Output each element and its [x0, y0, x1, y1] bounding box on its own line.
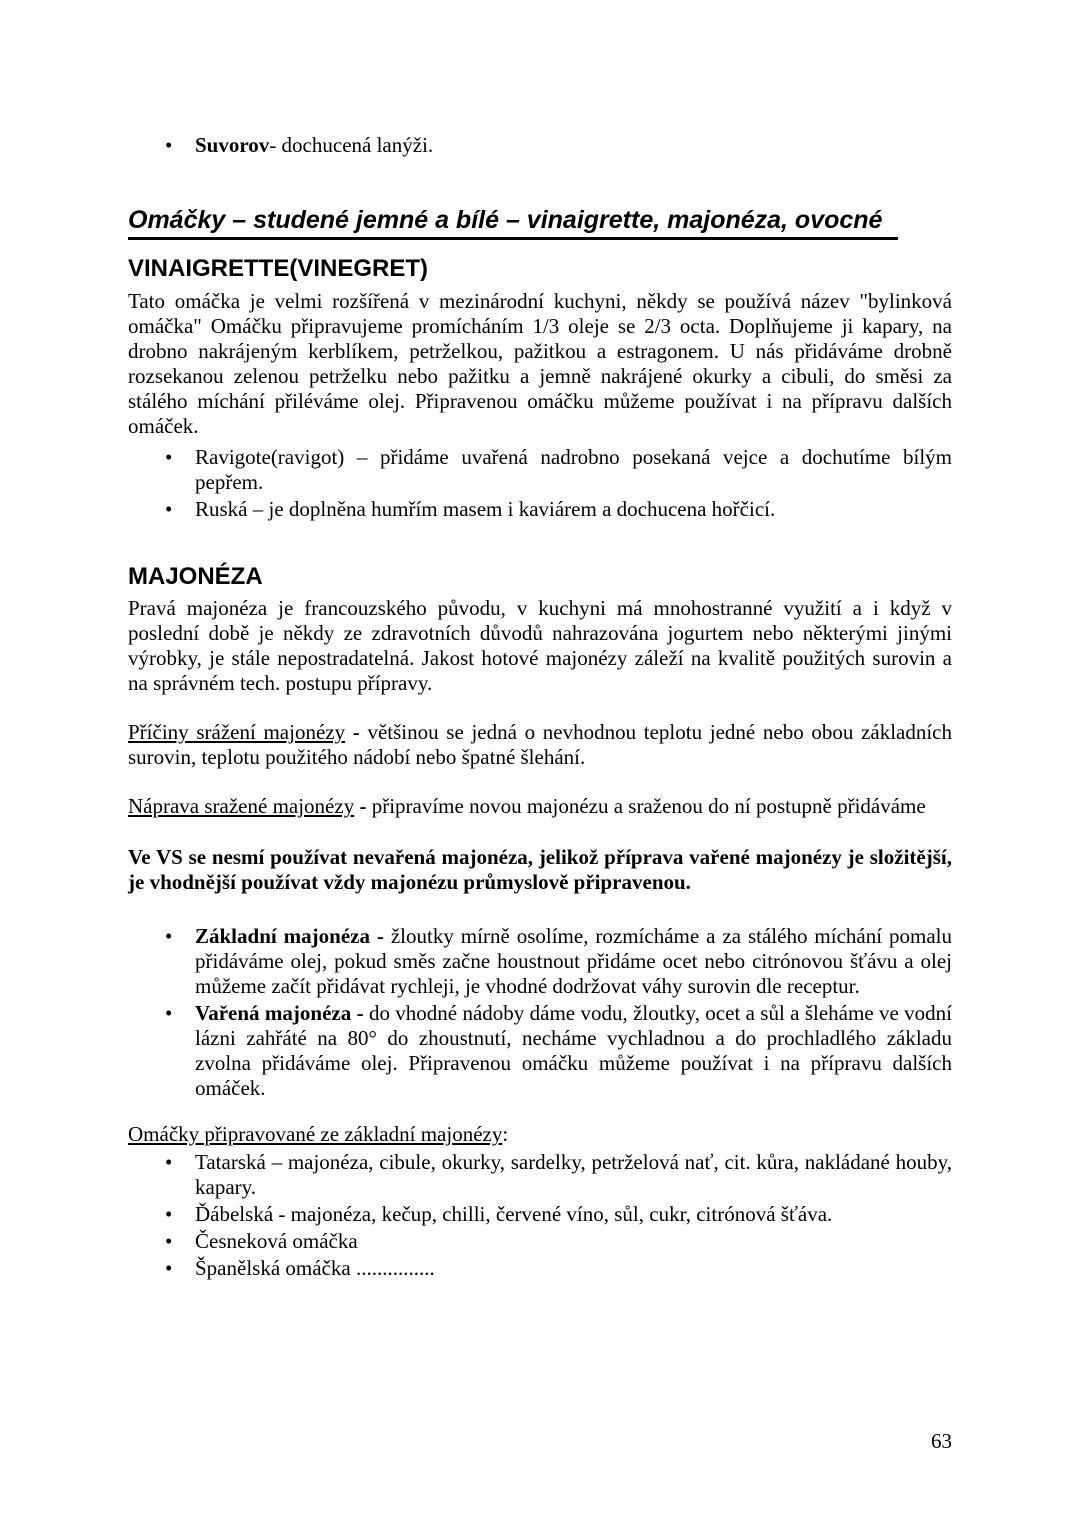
fix-text: připravíme novou majonézu a sraženou do ní postupně přidáváme	[371, 794, 926, 818]
causes-text: většinou se jedná o nevhodnou teplotu jedné nebo obou základních surovin, teplotu použitého nádobí nebo špatné šlehání.	[128, 720, 953, 769]
top-bullet-list	[128, 133, 952, 158]
sauce-desc: - dochucená lanýži.	[269, 133, 434, 157]
bullet-icon: •	[165, 1229, 173, 1253]
title-wrap	[128, 205, 952, 240]
bullet-text: do vhodné nádoby dáme vodu, žloutky, ocet a sůl a šleháme ve vodní lázni zahřáté na 80° do zhoustnutí, necháme vychladnou a do prochladlého základu zvolna přidáváme olej. Připravenou omáčku můžeme používat i na přípravu dalších omáček.	[195, 1001, 953, 1100]
causes-paragraph	[128, 720, 952, 770]
page-number: 63	[931, 1429, 952, 1453]
fix-paragraph	[128, 794, 952, 819]
section-heading-majoneza: MAJONÉZA	[128, 563, 263, 590]
majoneza-bullet-list	[128, 924, 952, 1101]
bullet-text: Česneková omáčka	[195, 1229, 358, 1253]
bullet-icon: •	[165, 1001, 173, 1025]
bullet-text: Ďábelská - majonéza, kečup, chilli, červené víno, sůl, cukr, citrónová šťáva.	[195, 1202, 833, 1226]
derived-label-text: Omáčky připravované ze základní majonézy	[128, 1122, 503, 1146]
bullet-term: Vařená majonéza	[195, 1001, 352, 1025]
bullet-text: Španělská omáčka ...............	[195, 1256, 435, 1280]
warning-paragraph: Ve VS se nesmí používat nevařená majonéza, jelikož příprava vařené majonézy je složitější, je vhodnější používat vždy majonézu průmyslově připravenou.	[128, 845, 952, 894]
list-item	[128, 497, 952, 522]
list-item	[128, 133, 952, 158]
list-item	[128, 1229, 952, 1254]
bullet-icon: •	[165, 1202, 173, 1226]
sauce-term: Suvorov	[195, 133, 270, 157]
derived-colon: :	[502, 1122, 509, 1146]
list-item	[128, 1256, 952, 1281]
majoneza-paragraph: Pravá majonéza je francouzského původu, v kuchyni má mnohostranné využití a i když v poslední době je někdy ze zdravotních důvodů nahrazována jogurtem nebo některými jinými výrobky, je stále nepostradatelná. Jakost hotové majonézy záleží na kvalitě použitých surovin a na správném tech. postupu přípravy.	[128, 596, 952, 695]
bullet-separator: -	[351, 1001, 369, 1025]
list-item	[128, 1202, 952, 1227]
bullet-icon: •	[165, 1150, 173, 1174]
page-title: Omáčky – studené jemné a bílé – vinaigrette, majonéza, ovocné	[128, 205, 898, 240]
derived-heading	[128, 1122, 952, 1147]
list-item	[128, 445, 952, 495]
section-heading-vinaigrette: VINAIGRETTE(VINEGRET)	[128, 255, 429, 282]
list-item	[128, 1001, 952, 1101]
bullet-separator: -	[369, 924, 391, 948]
bullet-text: Tatarská – majonéza, cibule, okurky, sardelky, petrželová nať, cit. kůra, nakládané houby, kapary.	[195, 1150, 952, 1199]
bullet-icon: •	[165, 445, 173, 469]
bullet-icon: •	[165, 497, 173, 521]
bullet-icon: •	[165, 924, 173, 948]
bullet-text: žloutky mírně osolíme, rozmícháme a za stálého míchání pomalu přidáváme olej, pokud směs začne houstnout přidáme ocet nebo citrónovou šťávu a olej můžeme začít přidávat rychleji, je vhodné dodržovat váhy surovin dle receptur.	[195, 924, 952, 998]
bullet-icon: •	[165, 1256, 173, 1280]
causes-separator: -	[345, 720, 368, 744]
derived-bullet-list	[128, 1150, 952, 1281]
causes-label: Příčiny srážení majonézy	[128, 720, 346, 744]
fix-label: Náprava sražené majonézy	[128, 794, 355, 818]
vinaigrette-bullet-list	[128, 445, 952, 522]
bullet-term: Základní majonéza	[195, 924, 370, 948]
list-item	[128, 1150, 952, 1200]
bullet-icon: •	[165, 133, 173, 157]
bullet-text: Ruská – je doplněna humřím masem i kaviárem a dochucena hořčicí.	[195, 497, 776, 521]
vinaigrette-paragraph: Tato omáčka je velmi rozšířená v mezinárodní kuchyni, někdy se používá název "bylinková omáčka" Omáčku připravujeme promícháním 1/3 oleje se 2/3 octa. Doplňujeme ji kapary, na drobno nakrájeným kerblíkem, petrželkou, pažitkou a estragonem. U nás přidáváme drobně rozsekanou zelenou petrželku nebo pažitku a jemně nakrájené okurky a cibuli, do směsi za stálého míchání přiléváme olej. Připravenou omáčku můžeme používat i na přípravu dalších omáček.	[128, 289, 952, 438]
list-item	[128, 924, 952, 999]
bullet-text: Ravigote(ravigot) – přidáme uvařená nadrobno posekaná vejce a dochutíme bílým pepřem.	[195, 445, 952, 494]
fix-separator: -	[354, 794, 372, 818]
